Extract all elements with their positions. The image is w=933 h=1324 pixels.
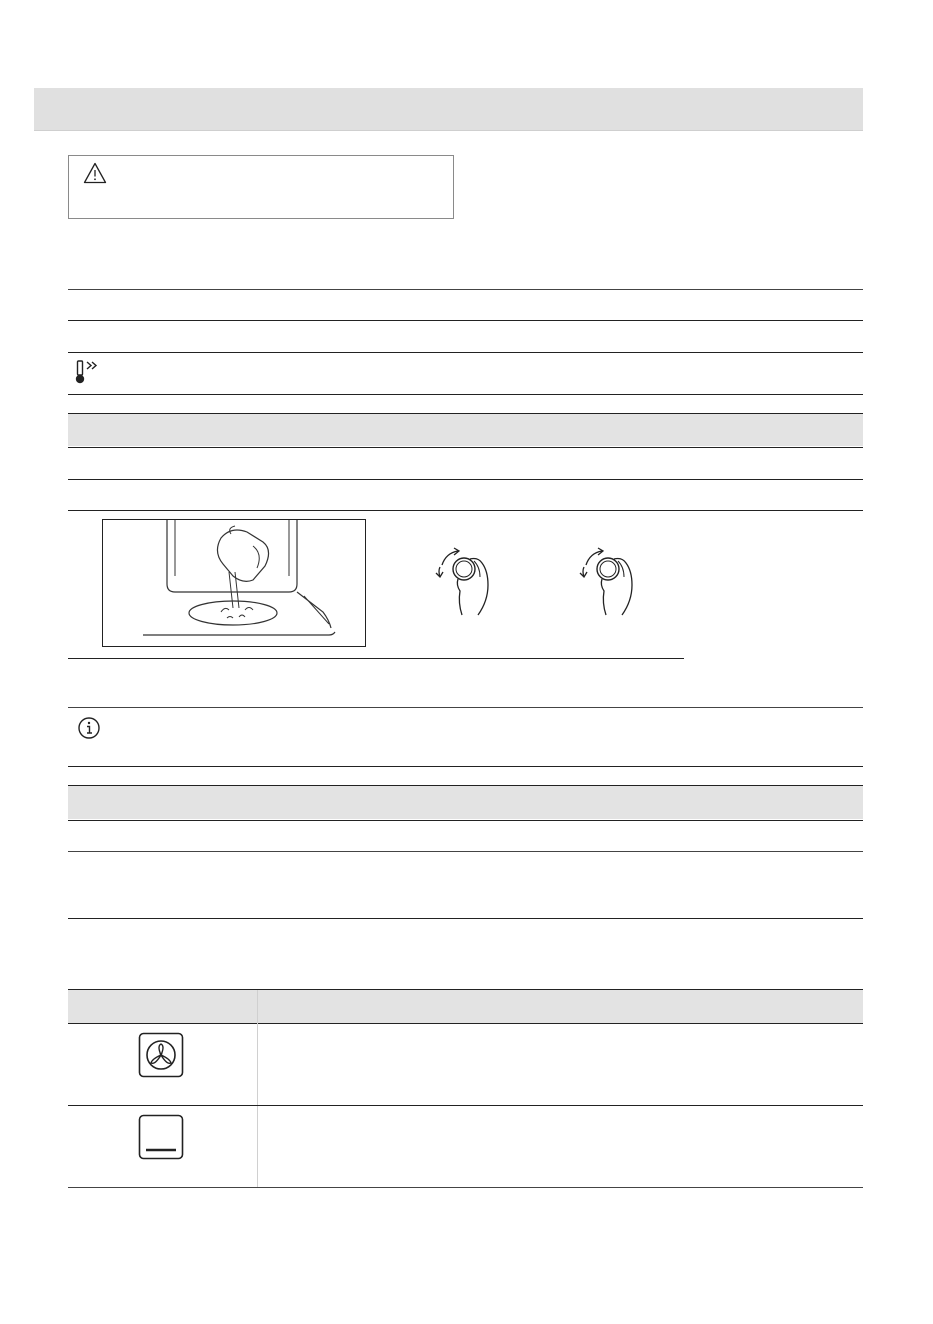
table-header-band — [68, 990, 863, 1023]
note-rule — [68, 707, 863, 708]
table-header-band — [68, 414, 863, 446]
table-rule — [68, 394, 863, 395]
info-circle-icon — [77, 716, 101, 740]
table-rule — [68, 1105, 863, 1106]
table-rule — [68, 320, 863, 321]
thermometer-double-arrow-icon — [74, 359, 104, 385]
table-rule — [68, 479, 863, 480]
warning-box — [68, 155, 454, 219]
hand-turning-knob-icon — [576, 545, 642, 617]
table-rule — [68, 447, 863, 448]
table-rule — [68, 352, 863, 353]
table-rule — [68, 510, 863, 511]
table-rule — [68, 820, 863, 821]
bottom-heat-function-icon — [138, 1114, 184, 1160]
table-rule — [68, 851, 863, 852]
table-rule — [68, 658, 684, 659]
note-rule — [68, 766, 863, 767]
fan-function-icon — [138, 1032, 184, 1078]
table-rule — [68, 1023, 863, 1024]
table-rule — [68, 1187, 863, 1188]
table-rule — [68, 289, 863, 290]
section-header-bar — [34, 88, 863, 131]
pouring-water-into-cavity-illustration — [103, 520, 365, 646]
table-rule — [68, 918, 863, 919]
column-separator — [257, 990, 258, 1188]
hand-turning-knob-icon — [432, 545, 498, 617]
warning-triangle-icon — [83, 162, 107, 184]
table-rule — [68, 989, 863, 990]
table-header-band — [68, 786, 863, 819]
pour-water-illustration — [102, 519, 366, 647]
